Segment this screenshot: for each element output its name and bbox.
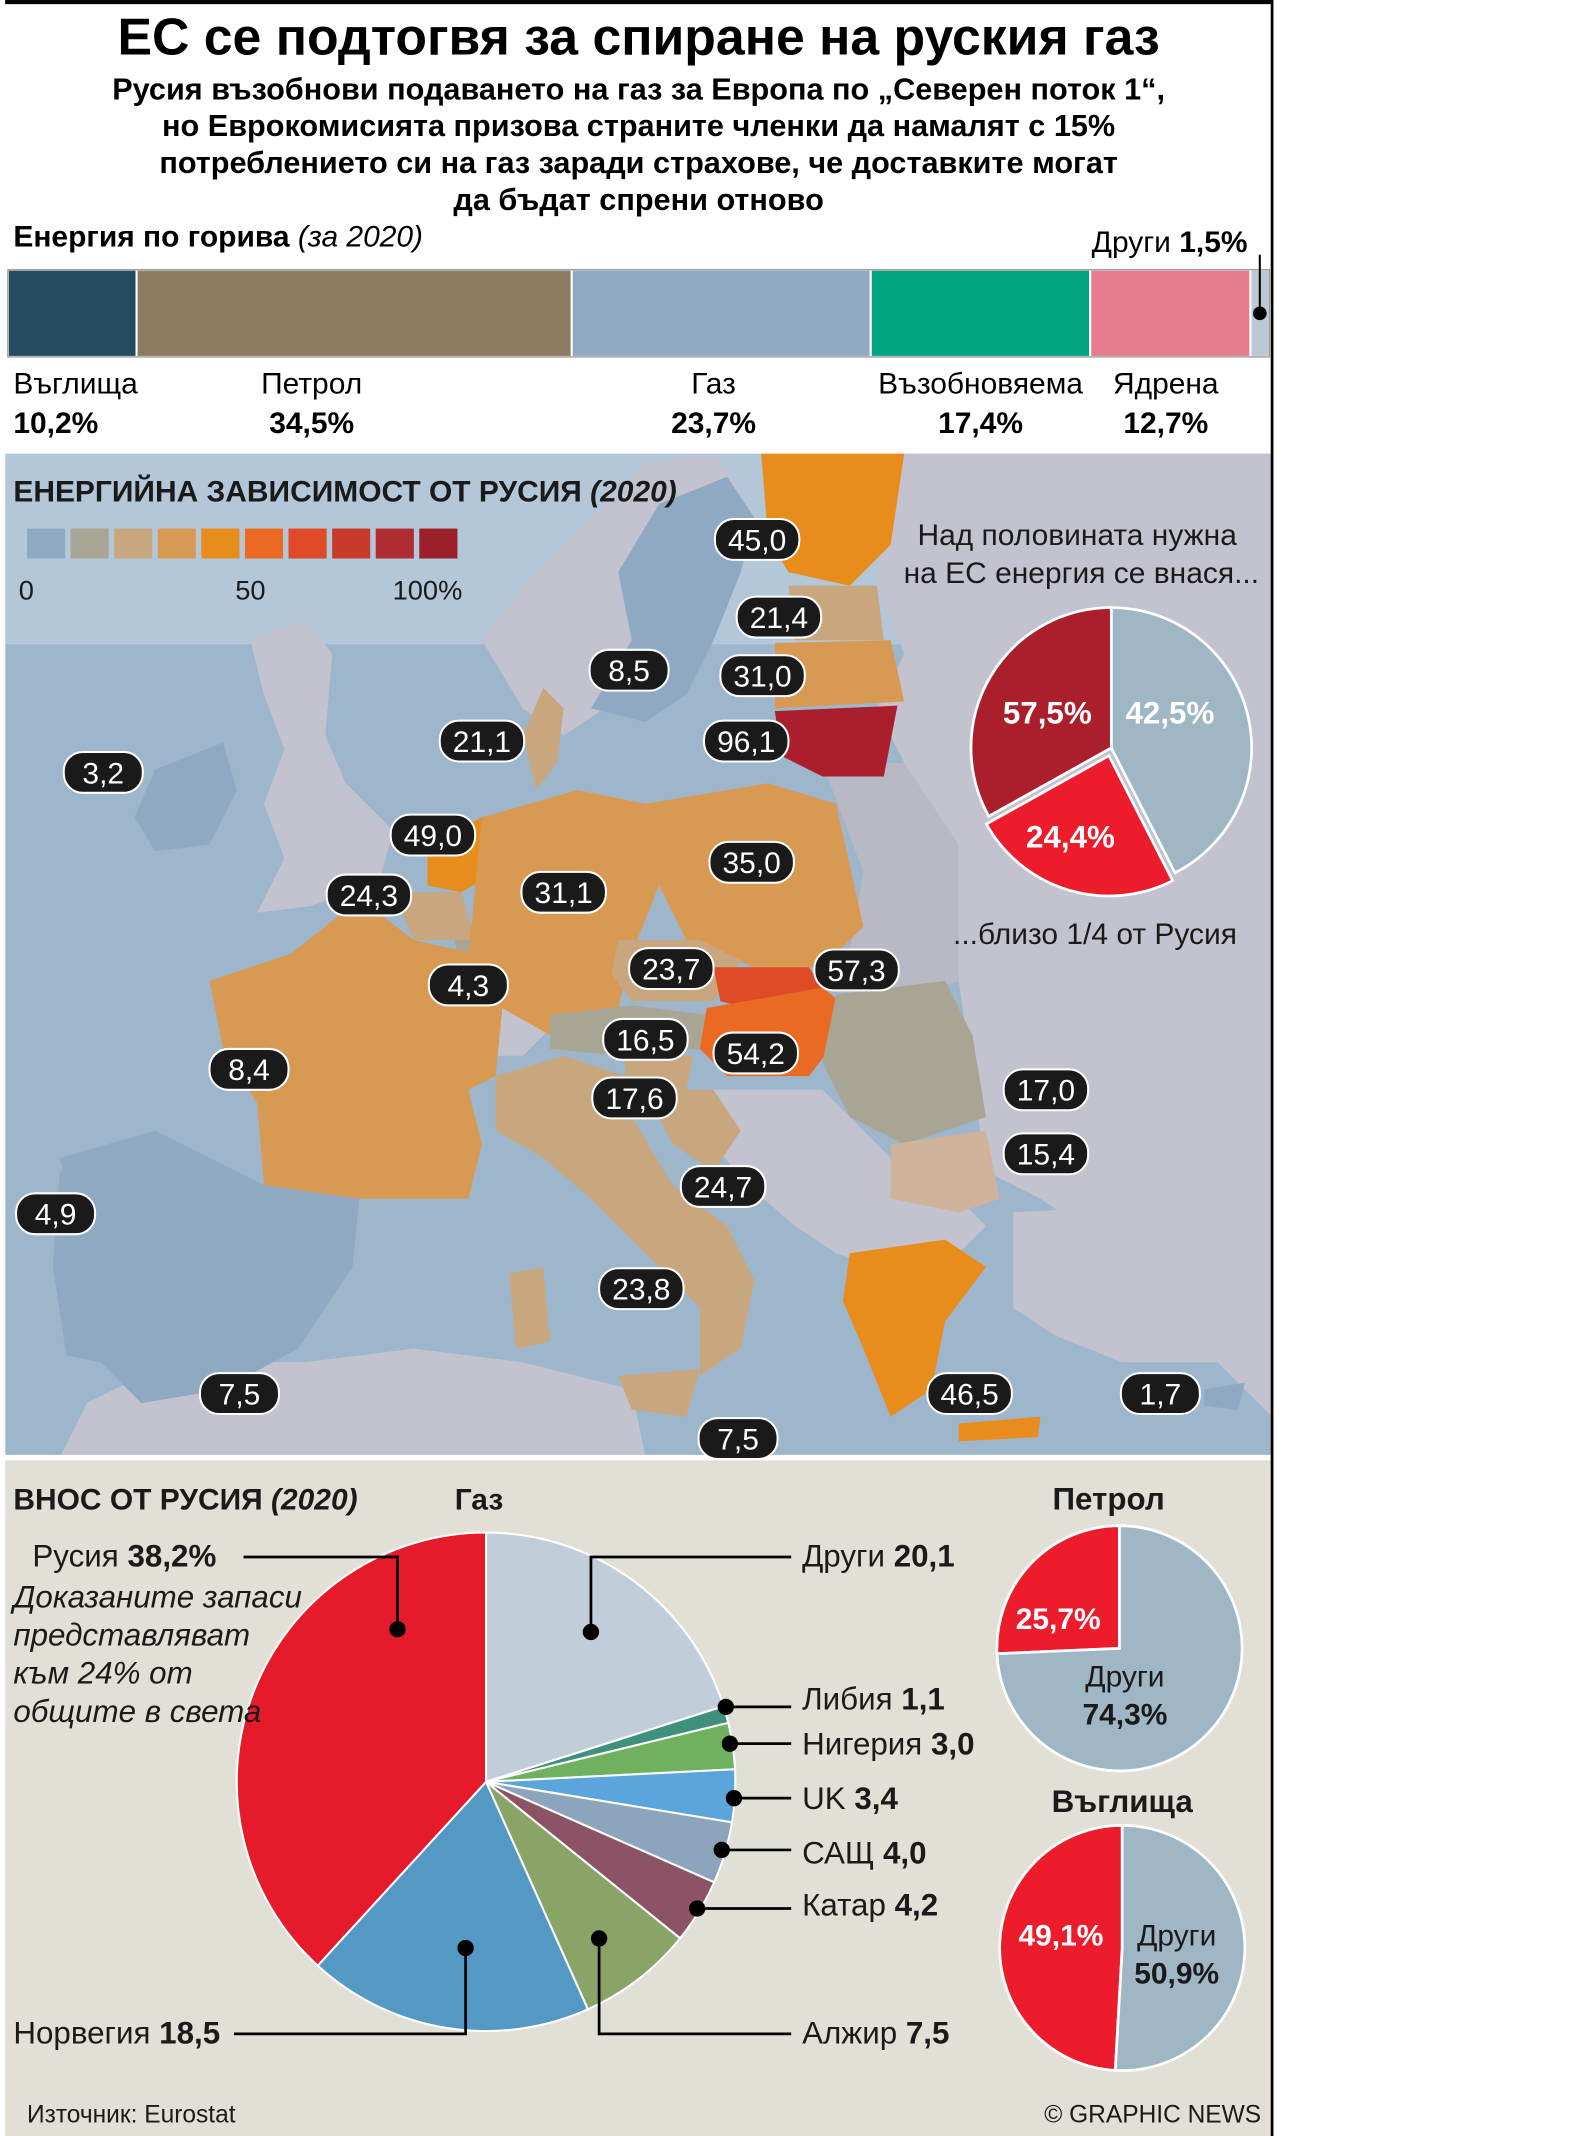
gas-label-russia (32, 1539, 216, 1574)
subtitle-line-2: но Еврокомисията призова страните членки да намалят с 15% (162, 109, 1116, 144)
gas-leader-dot-5 (689, 1900, 705, 1916)
gas-leader-dot-0 (583, 1624, 599, 1640)
imports-title (13, 1483, 357, 1516)
import-value-1: 57,5% (1002, 695, 1092, 731)
fuel-value-nuclear: 12,7% (1123, 407, 1209, 441)
import-value-2: 24,4% (1026, 819, 1115, 855)
oil-pie-title: Петрол (1052, 1481, 1165, 1517)
map-value-22: 23,8 (612, 1273, 671, 1307)
gas-label-usa (802, 1836, 926, 1871)
legend-tick-0: 0 (18, 574, 34, 606)
fuel-bar-title (13, 221, 423, 254)
russia-note-1: Доказаните запаси (13, 1579, 302, 1615)
gas-leader-dot-7 (457, 1940, 473, 1956)
coal-value-other: 50,9% (1134, 1957, 1220, 1991)
map-value-15: 54,2 (726, 1037, 785, 1071)
map-value-17: 17,6 (605, 1082, 664, 1116)
map-value-14: 16,5 (616, 1024, 675, 1058)
fuel-value-gas: 23,7% (671, 407, 757, 441)
legend-swatch-7 (332, 529, 370, 559)
gas-name-uk: UK (802, 1781, 846, 1817)
legend-swatch-4 (201, 529, 239, 559)
fuel-name-renewable: Възобновяема (878, 367, 1083, 401)
country-sardinia (509, 1267, 550, 1349)
oil-name-other: Други (1085, 1660, 1165, 1694)
gas-name-algeria: Алжир (802, 2015, 898, 2051)
fuel-value-oil: 34,5% (269, 407, 355, 441)
source-note: Източник: Eurostat (26, 2101, 236, 2129)
gas-value-uk: 3,4 (854, 1781, 898, 1817)
map-value-9: 31,1 (534, 877, 593, 911)
gas-value-nigeria: 3,0 (930, 1726, 975, 1762)
subtitle-line-4: да бъдат спрени отново (453, 182, 824, 217)
gas-pie (237, 1533, 736, 2032)
map-value-12: 23,7 (642, 953, 701, 987)
subtitle-line-3: потреблението си на газ заради страхове, че доставките могат (159, 146, 1118, 181)
fuel-bar-title-text: Енергия по горива (13, 220, 290, 254)
gas-name-libya: Либия (802, 1681, 893, 1717)
map-value-8: 24,3 (339, 879, 399, 913)
map-value-1: 21,4 (749, 601, 809, 635)
gas-name-nigeria: Нигерия (802, 1726, 923, 1762)
gas-leader-dot-3 (726, 1790, 742, 1806)
map-title-note: (2020) (590, 475, 677, 509)
gas-name-qatar: Катар (802, 1887, 886, 1923)
import-caption-top-line2: на ЕС енергия се внася... (903, 557, 1260, 591)
map-value-2: 31,0 (733, 660, 792, 694)
import-value-0: 42,5% (1125, 695, 1215, 731)
gas-value-libya: 1,1 (901, 1681, 945, 1717)
fuel-name-coal: Въглища (13, 367, 138, 401)
coal-value-russia: 49,1% (1018, 1919, 1104, 1953)
imports-title-note: (2020) (271, 1483, 358, 1517)
imports-title-text: ВНОС ОТ РУСИЯ (13, 1483, 263, 1517)
coal-pie-title: Въглища (1051, 1783, 1193, 1819)
fuel-bar-segment-coal (8, 270, 137, 357)
map-value-23: 7,5 (218, 1378, 261, 1412)
other-leader-dot (1253, 307, 1267, 321)
fuel-name-other: Други (1091, 226, 1171, 260)
map-value-4: 96,1 (717, 725, 776, 759)
map-value-3: 8,5 (608, 655, 650, 689)
legend-swatch-8 (376, 529, 414, 559)
gas-leader-dot-2 (722, 1736, 738, 1752)
map-value-13: 57,3 (827, 954, 886, 988)
gas-label-algeria (802, 2015, 949, 2050)
gas-name-norway: Норвегия (13, 2015, 151, 2051)
legend-swatch-6 (289, 529, 327, 559)
map-value-25: 1,7 (1139, 1378, 1182, 1412)
oil-value-russia: 25,7% (1015, 1603, 1101, 1637)
fuel-value-other: 1,5% (1179, 226, 1248, 260)
coal-name-other: Други (1137, 1919, 1217, 1953)
map-value-0: 45,0 (727, 524, 787, 558)
gas-leader-dot-4 (714, 1842, 730, 1858)
oil-pie (997, 1526, 1242, 1771)
gas-label-nigeria (802, 1727, 974, 1762)
gas-name-usa: САЩ (802, 1835, 875, 1871)
fuel-bar-segment-renewable (871, 270, 1090, 357)
fuel-name-nuclear: Ядрена (1112, 367, 1219, 401)
legend-swatch-0 (27, 529, 65, 559)
credit-note: © GRAPHIC NEWS (1044, 2101, 1262, 2129)
fuel-bar-segment-oil (137, 270, 572, 357)
map-value-7: 49,0 (403, 819, 463, 853)
legend-swatch-9 (419, 529, 457, 559)
gas-name-other: Други (802, 1538, 885, 1574)
fuel-bar-title-note: (за 2020) (297, 220, 424, 254)
legend-swatch-3 (158, 529, 196, 559)
map-value-11: 4,3 (447, 969, 490, 1003)
fuel-value-coal: 10,2% (13, 407, 99, 441)
legend-swatch-1 (71, 529, 109, 559)
gas-value-other: 20,1 (893, 1538, 955, 1574)
map-value-18: 17,0 (1016, 1074, 1076, 1108)
gas-label-libya (802, 1682, 945, 1717)
map-value-20: 24,7 (693, 1171, 753, 1205)
gas-pie-title: Газ (454, 1483, 504, 1517)
oil-value-other: 74,3% (1082, 1698, 1168, 1732)
fuel-name-oil: Петрол (261, 367, 363, 401)
gas-name-russia: Русия (32, 1538, 119, 1574)
legend-tick-50: 50 (235, 574, 266, 606)
gas-value-russia: 38,2% (127, 1538, 217, 1574)
map-title (13, 474, 676, 508)
subtitle-line-1: Русия възобнови подаването на газ за Европа по „Северен поток 1“, (112, 72, 1166, 107)
country-bulgaria (891, 1131, 1000, 1213)
page-title: ЕС се подтогвя за спиране на руския газ (117, 7, 1160, 66)
map-value-21: 4,9 (34, 1198, 77, 1232)
fuel-bar (8, 270, 1269, 357)
map-title-text: ЕНЕРГИЙНА ЗАВИСИМОСТ ОТ РУСИЯ (13, 475, 582, 509)
fuel-bar-segment-nuclear (1090, 270, 1250, 357)
map-value-5: 21,1 (452, 725, 512, 759)
gas-label-other (802, 1539, 955, 1574)
map-value-6: 3,2 (82, 757, 125, 791)
gas-value-algeria: 7,5 (905, 2015, 950, 2051)
gas-value-usa: 4,0 (883, 1835, 927, 1871)
import-caption-bottom: ...близо 1/4 от Русия (953, 918, 1237, 952)
gas-leader-dot-1 (718, 1699, 734, 1715)
gas-label-qatar (802, 1887, 938, 1922)
map-value-26: 7,5 (717, 1423, 759, 1457)
gas-leader-dot-6 (591, 1930, 607, 1946)
import-caption-top-line1: Над половината нужна (917, 518, 1237, 552)
fuel-value-renewable: 17,4% (938, 407, 1024, 441)
russia-note-3: към 24% от (13, 1655, 193, 1691)
legend-swatch-5 (245, 529, 283, 559)
gas-value-qatar: 4,2 (894, 1887, 939, 1923)
map-value-10: 35,0 (722, 847, 781, 881)
russia-note-2: представляват (13, 1617, 251, 1653)
gas-label-norway (13, 2015, 220, 2050)
map-value-19: 15,4 (1016, 1138, 1076, 1172)
map-value-24: 46,5 (940, 1378, 999, 1412)
map-value-16: 8,4 (228, 1054, 270, 1088)
fuel-bar-segment-gas (572, 270, 871, 357)
fuel-label-other (1092, 226, 1248, 259)
gas-label-uk (802, 1781, 898, 1816)
russia-note-4: общите в света (13, 1693, 262, 1729)
gas-value-norway: 18,5 (159, 2015, 221, 2051)
legend-swatch-2 (114, 529, 152, 559)
gas-leader-dot-8 (389, 1621, 405, 1637)
legend-tick-100: 100% (392, 574, 463, 606)
fuel-name-gas: Газ (691, 367, 736, 401)
